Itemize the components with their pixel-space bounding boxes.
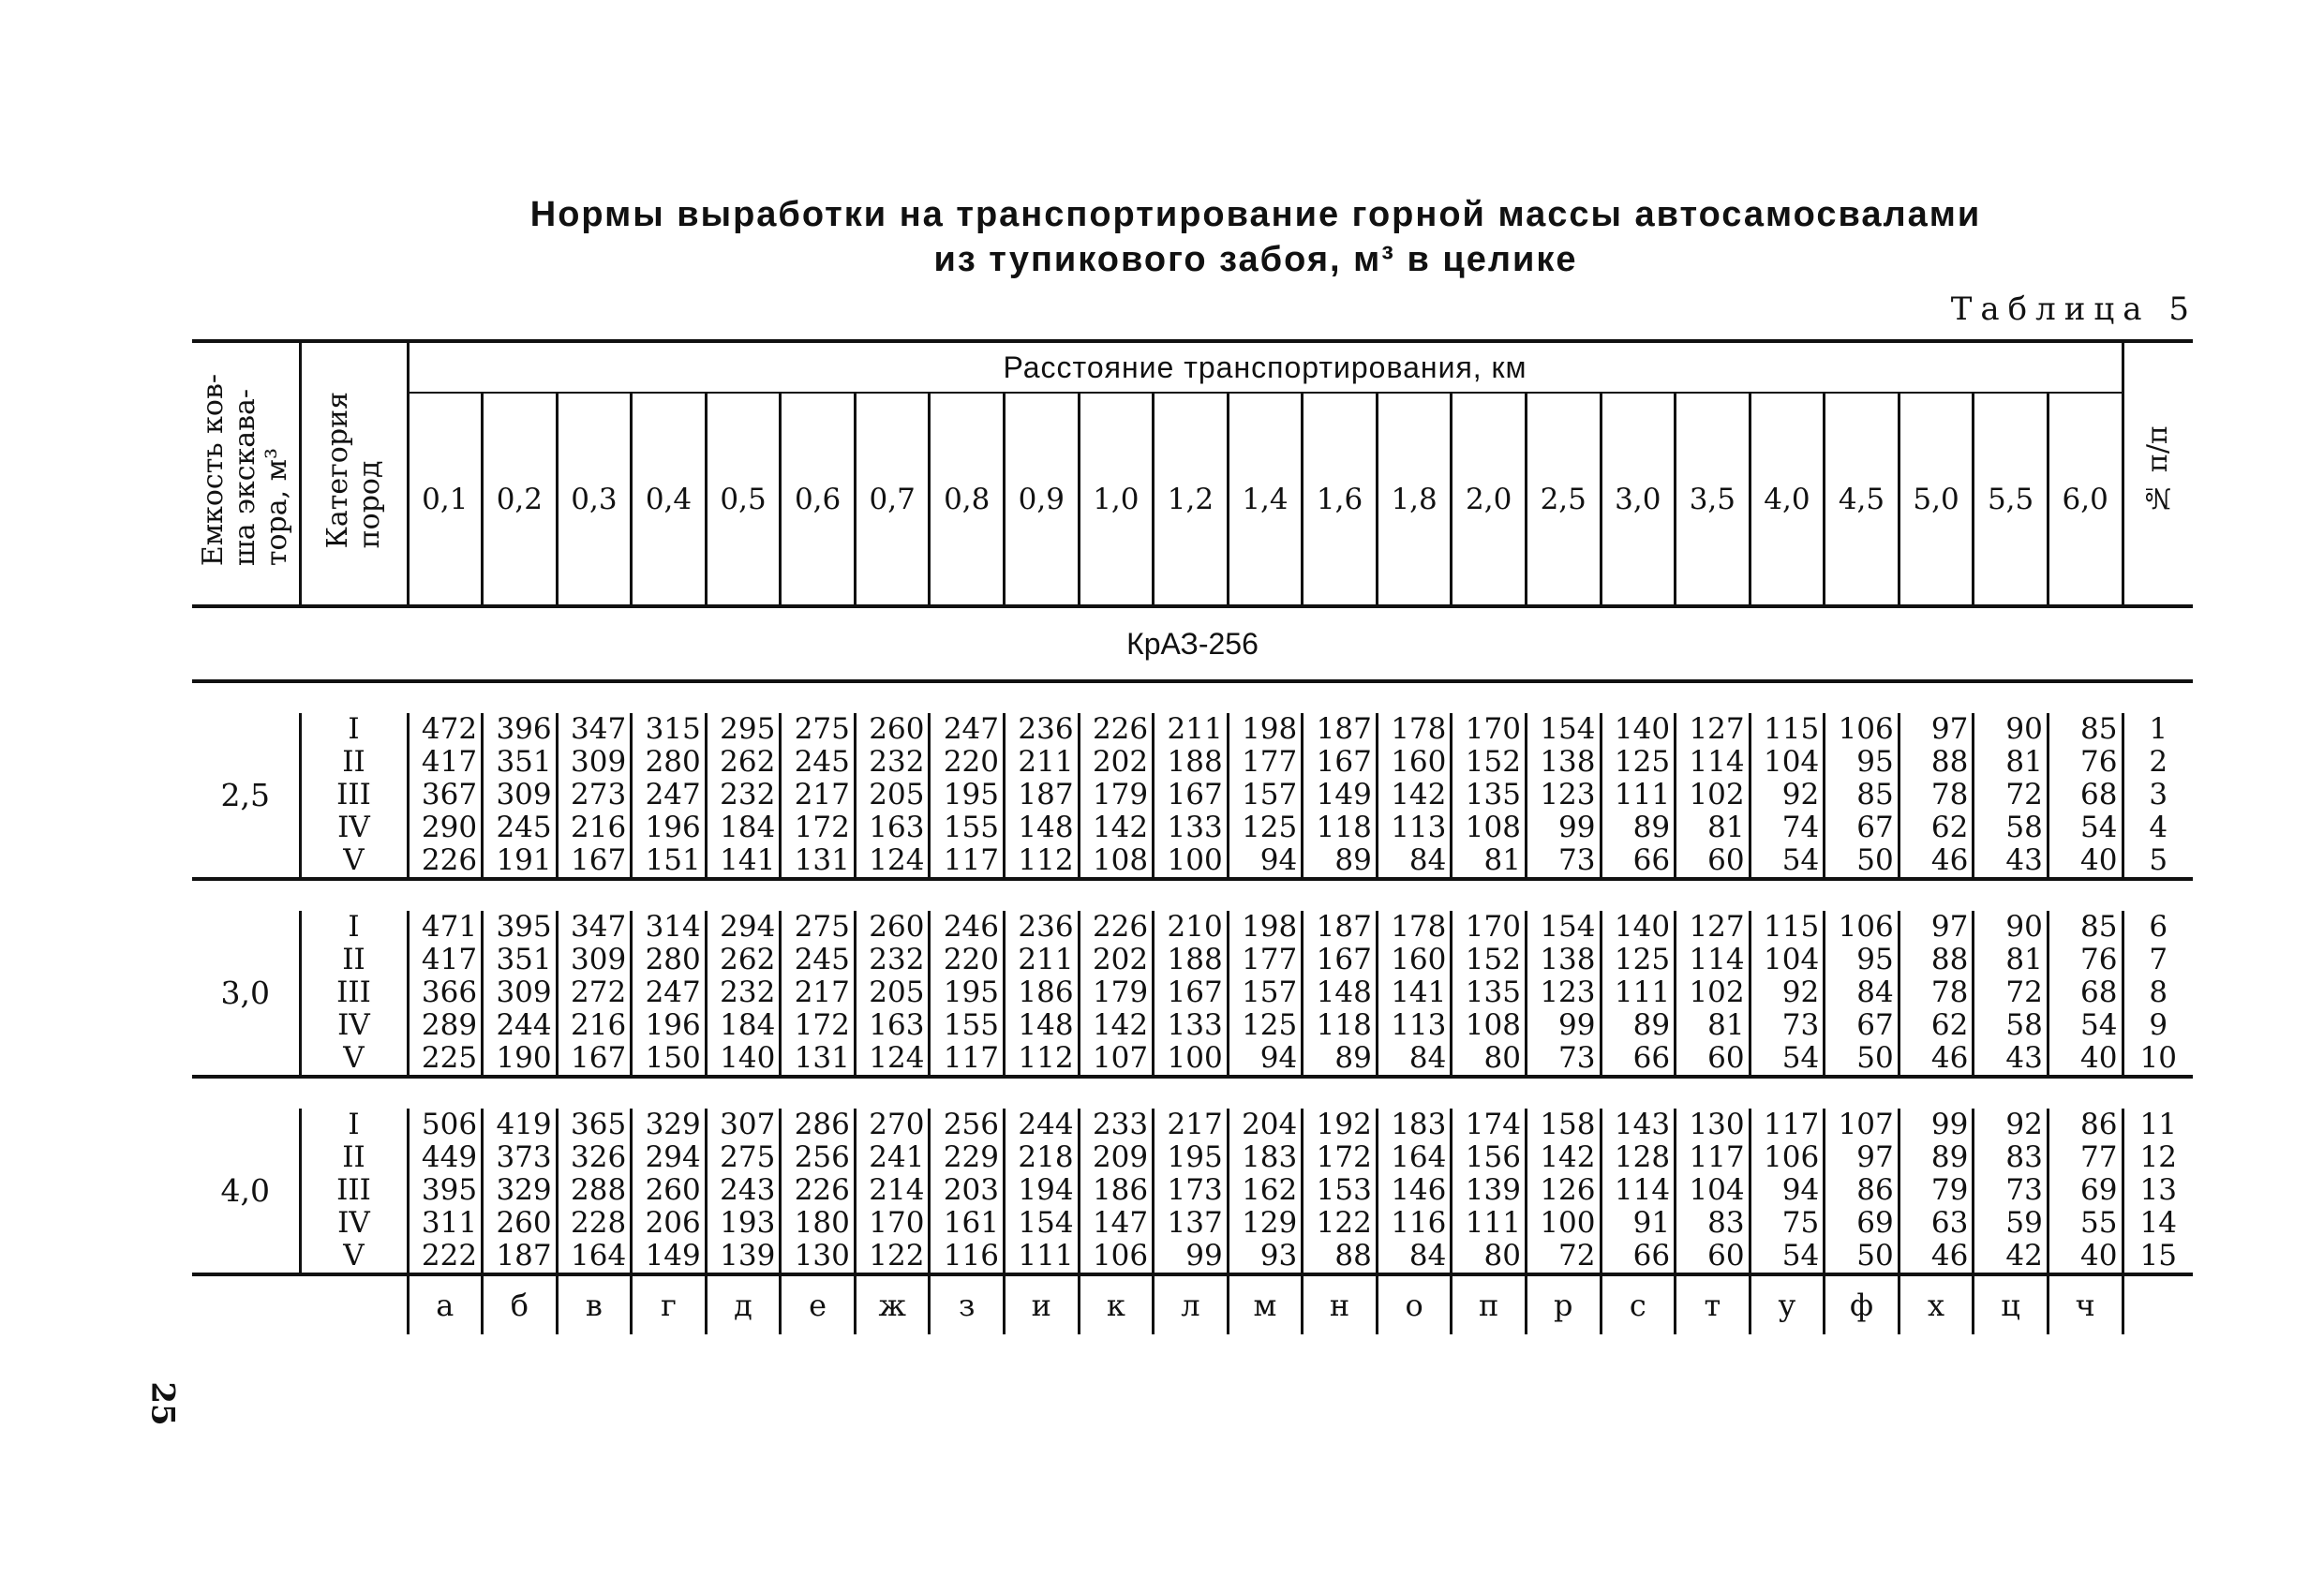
distance-values-row xyxy=(192,393,2193,606)
model-row xyxy=(192,606,2193,681)
table-cell: 260 232 205 163 124 xyxy=(855,911,930,1077)
table-cell: 256 229 203 161 116 xyxy=(930,1109,1005,1274)
category-header-line-2: пород xyxy=(352,460,386,549)
table-cell: 210 188 167 133 100 xyxy=(1154,911,1229,1077)
distance-col-header: 0,3 xyxy=(557,393,632,606)
table-row-group xyxy=(192,713,2193,879)
table-cell: 395 351 309 244 190 xyxy=(483,911,558,1077)
distance-col-header: 2,5 xyxy=(1526,393,1601,606)
table-cell: 286 256 226 180 130 xyxy=(781,1109,856,1274)
table-label: Таблица 5 xyxy=(1950,290,2197,328)
category-header xyxy=(300,341,408,606)
table-cell: 99 89 79 63 46 xyxy=(1899,1109,1974,1274)
distance-col-header: 6,0 xyxy=(2048,393,2123,606)
table-cell: 294 262 232 184 140 xyxy=(706,911,781,1077)
category-values: I II III IV V xyxy=(300,713,408,879)
table-cell: 396 351 309 245 191 xyxy=(483,713,558,879)
distance-col-header: 1,4 xyxy=(1228,393,1303,606)
table-cell: 419 373 329 260 187 xyxy=(483,1109,558,1274)
table-cell: 106 95 84 67 50 xyxy=(1825,911,1899,1077)
distance-col-header: 1,6 xyxy=(1303,393,1378,606)
distance-col-header: 5,0 xyxy=(1899,393,1974,606)
table-cell: 226 202 179 142 108 xyxy=(1079,713,1154,879)
category-header-line-1: Категория xyxy=(320,391,354,549)
distance-col-header: 3,0 xyxy=(1601,393,1676,606)
table-cell: 127 114 102 81 60 xyxy=(1676,911,1750,1077)
table-cell: 260 232 205 163 124 xyxy=(855,713,930,879)
table-cell: 115 104 92 74 54 xyxy=(1750,713,1825,879)
distance-col-header: 0,2 xyxy=(483,393,558,606)
distance-col-header: 3,5 xyxy=(1676,393,1750,606)
capacity-header-line-2: ша экскава- xyxy=(228,388,261,567)
distance-header: Расстояние транспортирования, км xyxy=(408,341,2123,393)
table-cell: 236 211 187 148 112 xyxy=(1005,713,1080,879)
table-cell: 154 138 123 99 73 xyxy=(1526,713,1601,879)
distance-col-header: 0,1 xyxy=(408,393,483,606)
table-cell: 170 152 135 108 80 xyxy=(1452,911,1527,1077)
distance-col-header: 0,7 xyxy=(855,393,930,606)
column-letter: ж xyxy=(855,1274,930,1334)
group-spacer xyxy=(192,681,2193,713)
category-values: I II III IV V xyxy=(300,911,408,1077)
table-cell: 247 220 195 155 117 xyxy=(930,713,1005,879)
column-letter: ф xyxy=(1825,1274,1899,1334)
column-letter: м xyxy=(1228,1274,1303,1334)
column-letter: д xyxy=(706,1274,781,1334)
capacity-value: 4,0 xyxy=(192,1109,300,1274)
distance-col-header: 0,4 xyxy=(632,393,707,606)
table-cell: 315 280 247 196 151 xyxy=(632,713,707,879)
capacity-value: 3,0 xyxy=(192,911,300,1077)
column-letter: в xyxy=(557,1274,632,1334)
table-cell: 115 104 92 73 54 xyxy=(1750,911,1825,1077)
table-cell: 270 241 214 170 122 xyxy=(855,1109,930,1274)
column-letter: к xyxy=(1079,1274,1154,1334)
column-letter: н xyxy=(1303,1274,1378,1334)
table-cell: 198 177 157 125 94 xyxy=(1228,911,1303,1077)
table-cell: 244 218 194 154 111 xyxy=(1005,1109,1080,1274)
table-cell: 140 125 111 89 66 xyxy=(1601,713,1676,879)
table-cell: 187 167 148 118 89 xyxy=(1303,911,1378,1077)
table-row-group xyxy=(192,911,2193,1077)
category-values: I II III IV V xyxy=(300,1109,408,1274)
table-cell: 154 138 123 99 73 xyxy=(1526,911,1601,1077)
group-spacer xyxy=(192,879,2193,911)
table-cell: 127 114 102 81 60 xyxy=(1676,713,1750,879)
row-numbers: 1 2 3 4 5 xyxy=(2123,713,2193,879)
capacity-header-line-3: тора, м³ xyxy=(260,447,293,567)
table-cell: 347 309 272 216 167 xyxy=(557,911,632,1077)
blank-cell xyxy=(300,1274,408,1334)
column-letter: у xyxy=(1750,1274,1825,1334)
table-cell: 90 81 72 58 43 xyxy=(1974,713,2048,879)
table-cell: 314 280 247 196 150 xyxy=(632,911,707,1077)
table-cell: 246 220 195 155 117 xyxy=(930,911,1005,1077)
column-letter: е xyxy=(781,1274,856,1334)
table-cell: 347 309 273 216 167 xyxy=(557,713,632,879)
table-cell: 211 188 167 133 100 xyxy=(1154,713,1229,879)
table-cell: 329 294 260 206 149 xyxy=(632,1109,707,1274)
table-cell: 183 164 146 116 84 xyxy=(1377,1109,1452,1274)
table-cell: 236 211 186 148 112 xyxy=(1005,911,1080,1077)
table-cell: 226 202 179 142 107 xyxy=(1079,911,1154,1077)
table-cell: 97 88 78 62 46 xyxy=(1899,713,1974,879)
table-cell: 85 76 68 54 40 xyxy=(2048,713,2123,879)
column-letter: б xyxy=(483,1274,558,1334)
table-cell: 178 160 141 113 84 xyxy=(1377,911,1452,1077)
column-letter: ц xyxy=(1974,1274,2048,1334)
table-cell: 506 449 395 311 222 xyxy=(408,1109,483,1274)
table-cell: 472 417 367 290 226 xyxy=(408,713,483,879)
column-letter: з xyxy=(930,1274,1005,1334)
table-cell: 90 81 72 58 43 xyxy=(1974,911,2048,1077)
table-cell: 86 77 69 55 40 xyxy=(2048,1109,2123,1274)
distance-col-header: 1,2 xyxy=(1154,393,1229,606)
table-cell: 178 160 142 113 84 xyxy=(1377,713,1452,879)
row-numbers: 6 7 8 9 10 xyxy=(2123,911,2193,1077)
table-cell: 233 209 186 147 106 xyxy=(1079,1109,1154,1274)
row-number-header: № п/п xyxy=(2123,341,2193,606)
column-letter: л xyxy=(1154,1274,1229,1334)
column-letter: с xyxy=(1601,1274,1676,1334)
table-cell: 140 125 111 89 66 xyxy=(1601,911,1676,1077)
table-cell: 187 167 149 118 89 xyxy=(1303,713,1378,879)
distance-col-header: 0,9 xyxy=(1005,393,1080,606)
table-cell: 365 326 288 228 164 xyxy=(557,1109,632,1274)
table-cell: 106 95 85 67 50 xyxy=(1825,713,1899,879)
table-cell: 471 417 366 289 225 xyxy=(408,911,483,1077)
group-spacer xyxy=(192,1077,2193,1109)
table-cell: 85 76 68 54 40 xyxy=(2048,911,2123,1077)
title-line-2: из тупикового забоя, м³ в целике xyxy=(933,240,1578,279)
capacity-header xyxy=(192,341,300,606)
table-cell: 217 195 173 137 99 xyxy=(1154,1109,1229,1274)
blank-cell xyxy=(192,1274,300,1334)
distance-col-header: 0,8 xyxy=(930,393,1005,606)
distance-col-header: 1,8 xyxy=(1377,393,1452,606)
table-cell: 107 97 86 69 50 xyxy=(1825,1109,1899,1274)
column-letter: п xyxy=(1452,1274,1527,1334)
page-number: 25 xyxy=(143,1381,182,1426)
table-cell: 198 177 157 125 94 xyxy=(1228,713,1303,879)
model-name: КрАЗ-256 xyxy=(192,606,2193,681)
distance-col-header: 2,0 xyxy=(1452,393,1527,606)
capacity-header-line-1: Емкость ков- xyxy=(196,373,230,567)
table-cell: 275 245 217 172 131 xyxy=(781,713,856,879)
column-letters-row xyxy=(192,1274,2193,1334)
capacity-value: 2,5 xyxy=(192,713,300,879)
column-letter: а xyxy=(408,1274,483,1334)
page-title xyxy=(356,192,2155,282)
table-cell: 92 83 73 59 42 xyxy=(1974,1109,2048,1274)
table-cell: 295 262 232 184 141 xyxy=(706,713,781,879)
column-letter: о xyxy=(1377,1274,1452,1334)
distance-col-header: 5,5 xyxy=(1974,393,2048,606)
table-cell: 158 142 126 100 72 xyxy=(1526,1109,1601,1274)
table-row-group xyxy=(192,1109,2193,1274)
distance-col-header: 4,5 xyxy=(1825,393,1899,606)
norms-table xyxy=(192,339,2193,1334)
distance-col-header: 0,6 xyxy=(781,393,856,606)
column-letter: г xyxy=(632,1274,707,1334)
table-cell: 143 128 114 91 66 xyxy=(1601,1109,1676,1274)
distance-col-header: 4,0 xyxy=(1750,393,1825,606)
blank-cell xyxy=(2123,1274,2193,1334)
table-cell: 170 152 135 108 81 xyxy=(1452,713,1527,879)
table-cell: 174 156 139 111 80 xyxy=(1452,1109,1527,1274)
column-letter: ч xyxy=(2048,1274,2123,1334)
column-letter: х xyxy=(1899,1274,1974,1334)
table-cell: 117 106 94 75 54 xyxy=(1750,1109,1825,1274)
row-numbers: 11 12 13 14 15 xyxy=(2123,1109,2193,1274)
column-letter: р xyxy=(1526,1274,1601,1334)
table-cell: 97 88 78 62 46 xyxy=(1899,911,1974,1077)
table-cell: 275 245 217 172 131 xyxy=(781,911,856,1077)
distance-col-header: 1,0 xyxy=(1079,393,1154,606)
column-letter: т xyxy=(1676,1274,1750,1334)
distance-col-header: 0,5 xyxy=(706,393,781,606)
title-line-1: Нормы выработки на транспортирование горной массы автосамосвалами xyxy=(529,195,1982,234)
table-cell: 307 275 243 193 139 xyxy=(706,1109,781,1274)
column-letter: и xyxy=(1005,1274,1080,1334)
table-cell: 130 117 104 83 60 xyxy=(1676,1109,1750,1274)
table-cell: 192 172 153 122 88 xyxy=(1303,1109,1378,1274)
table-cell: 204 183 162 129 93 xyxy=(1228,1109,1303,1274)
